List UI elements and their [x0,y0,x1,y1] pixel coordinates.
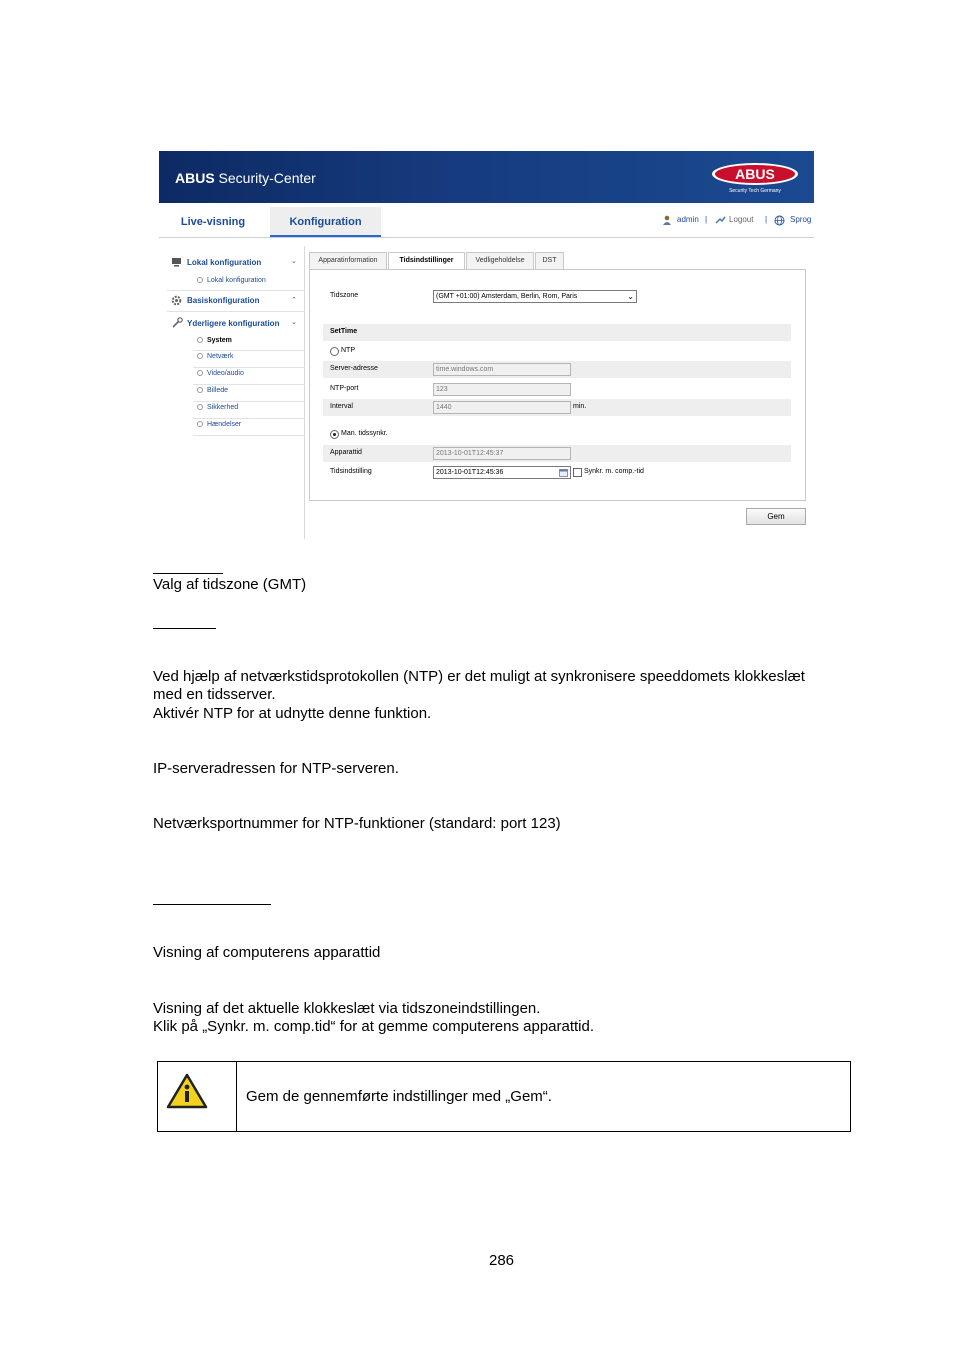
svg-text:ABUS: ABUS [735,166,775,182]
wrench-icon [171,317,183,328]
svg-text:Security Tech Germany: Security Tech Germany [729,188,781,194]
logout-link[interactable]: Logout [729,215,754,224]
gear-icon [171,295,182,306]
screenshot-security-center [159,151,814,541]
tab-dst[interactable]: DST [535,252,564,270]
bullet-icon [197,337,203,343]
divider [193,367,305,368]
tab-maintenance[interactable]: Vedligeholdelse [466,252,534,270]
tab-live-view[interactable]: Live-visning [180,216,246,228]
sidebar-item-events[interactable]: Hændelser [197,421,241,428]
set-time-input[interactable]: 2013-10-01T12:45:36 [433,466,571,479]
interval-label: Interval [330,403,353,410]
sidebar-item-video-audio[interactable]: Video/audio [197,370,244,377]
bullet-icon [197,277,203,283]
manual-sync-label: Man. tidssynkr. [341,430,388,437]
divider [193,435,305,436]
divider [167,311,305,312]
ntp-description-line3: Aktivér NTP for at udnytte denne funktion. [153,705,432,722]
chevron-down-icon[interactable]: ⌄ [291,319,297,326]
device-time-description: Visning af computerens apparattid [153,944,381,961]
server-address-input[interactable]: time.windows.com [433,363,571,376]
sidebar-item-local[interactable]: Lokal konfiguration [197,277,266,284]
divider [193,418,305,419]
sidebar-item-network[interactable]: Netværk [197,353,233,360]
sync-computer-time-checkbox[interactable] [573,468,582,477]
bullet-icon [197,353,203,359]
settime-header-bar [323,324,791,341]
language-link[interactable]: Sprog [790,215,812,224]
divider [167,290,305,291]
warning-icon [166,1072,208,1110]
user-icon [662,215,672,225]
set-time-description-line1: Visning af det aktuelle klokkeslæt via tidszoneindstillingen. [153,1000,541,1017]
chevron-up-icon[interactable]: ⌃ [291,297,297,304]
note-text: Gem de gennemførte indstillinger med „Gem“. [246,1088,552,1105]
divider [193,401,305,402]
sidebar-item-security[interactable]: Sikkerhed [197,404,238,411]
manual-sync-radio[interactable] [330,430,339,439]
note-box [157,1061,851,1132]
sidebar-group-local[interactable]: Lokal konfiguration [187,258,262,267]
ntp-radio[interactable] [330,347,339,356]
separator: | [765,215,768,224]
bullet-icon [197,387,203,393]
set-time-description-line2: Klik på „Synkr. m. comp.tid“ for at gemme computerens apparattid. [153,1018,595,1035]
page-number: 286 [489,1252,515,1269]
ntp-description-line2: med en tidsserver. [153,686,276,703]
separator: | [705,215,708,224]
heading-underline [153,904,271,905]
server-description: IP-serveradressen for NTP-serveren. [153,760,399,777]
sidebar-group-basic[interactable]: Basiskonfiguration [187,296,260,305]
timezone-select[interactable]: (GMT +01:00) Amsterdam, Berlin, Rom, Paris ⌄ [433,290,637,303]
sidebar-item-image[interactable]: Billede [197,387,228,394]
sync-computer-time-label: Synkr. m. comp.-tid [584,468,644,475]
set-time-label: Tidsindstilling [330,468,372,475]
note-divider [236,1062,237,1131]
save-button[interactable]: Gem [746,508,806,525]
ntp-label: NTP [341,347,355,354]
user-link[interactable]: admin [677,215,699,224]
server-label: Server-adresse [330,365,378,372]
divider [193,384,305,385]
tab-device-info[interactable]: Apparatinformation [309,252,387,270]
heading-underline [153,573,223,574]
tab-configuration[interactable]: Konfiguration [270,207,381,237]
chevron-down-icon[interactable]: ⌄ [291,258,297,265]
abus-logo [710,161,800,194]
chevron-down-icon: ⌄ [627,292,634,301]
app-header [159,151,814,203]
tab-time-settings[interactable]: Tidsindstillinger [388,252,465,270]
port-description: Netværksportnummer for NTP-funktioner (standard: port 123) [153,815,561,832]
bullet-icon [197,421,203,427]
computer-icon [171,257,182,267]
interval-input[interactable]: 1440 [433,401,571,414]
calendar-icon[interactable] [559,468,568,477]
settime-header: SetTime [330,328,358,335]
bullet-icon [197,370,203,376]
sidebar-item-system[interactable]: System [197,337,232,344]
interval-unit: min. [573,403,587,410]
globe-icon [774,215,785,226]
timezone-description: Valg af tidszone (GMT) [153,576,307,593]
sidebar-group-advanced[interactable]: Yderligere konfiguration [187,319,280,328]
ntp-port-label: NTP-port [330,385,359,392]
device-time-label: Apparattid [330,449,362,456]
heading-underline [153,628,216,629]
device-time-input: 2013-10-01T12:45:37 [433,447,571,460]
logout-icon [715,216,726,225]
bullet-icon [197,404,203,410]
ntp-port-input[interactable]: 123 [433,383,571,396]
brand-title: ABUS Security-Center [175,170,316,186]
divider [193,350,305,351]
timezone-label: Tidszone [330,292,359,299]
ntp-description-line1: Ved hjælp af netværkstidsprotokollen (NTP) er det muligt at synkronisere speeddomets klokkeslæt [153,668,805,685]
